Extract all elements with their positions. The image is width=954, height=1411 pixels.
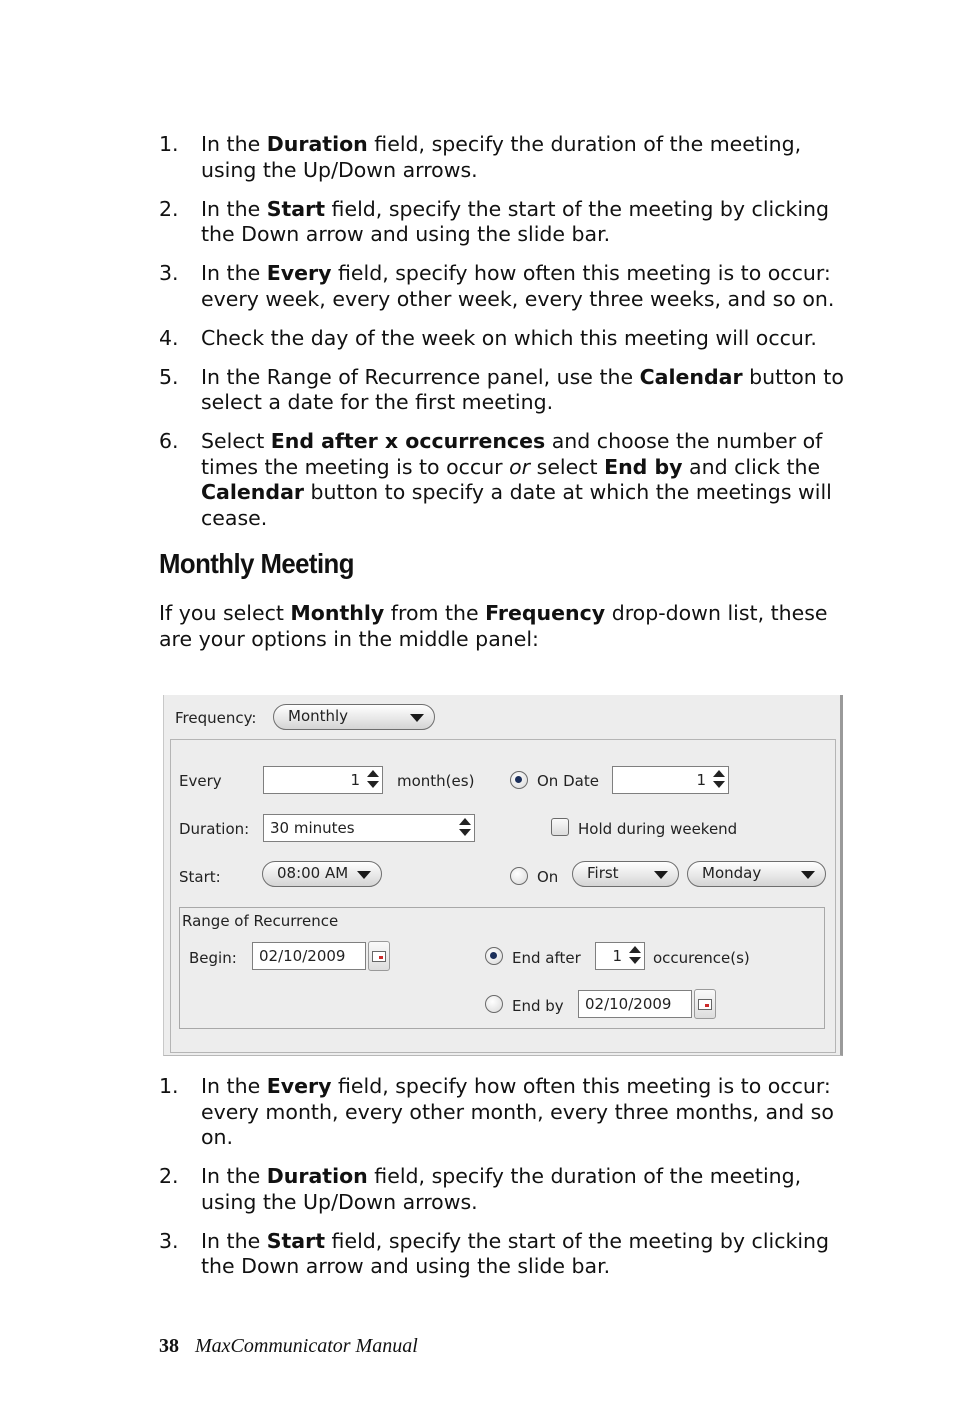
on-date-radio[interactable] (510, 771, 528, 789)
duration-value: 30 minutes (270, 819, 355, 837)
end-by-calendar-icon[interactable] (694, 989, 716, 1019)
instructions-list-monthly (159, 1074, 849, 1293)
bold-term: Duration (266, 1164, 368, 1188)
every-spinner-icon[interactable] (366, 770, 380, 790)
ordinal-dropdown[interactable] (572, 861, 679, 887)
text-run: field, specify how often this meeting is to occur: every month, every other month, every three months, and so on. (201, 1074, 834, 1149)
bold-term: Calendar (639, 364, 743, 389)
end-after-label: End after (512, 949, 581, 967)
start-label: Start: (179, 868, 221, 886)
on-date-input[interactable] (612, 766, 729, 794)
text-run: In the Range of Recurrence panel, use the (201, 364, 640, 389)
text-run: If you select (159, 601, 291, 625)
list-number: 1. (159, 132, 179, 156)
end-by-label: End by (512, 997, 564, 1015)
hold-weekend-label: Hold during weekend (578, 820, 738, 838)
list-item (159, 132, 849, 183)
end-after-spinner-icon[interactable] (628, 946, 642, 966)
text-run: In the (201, 1074, 267, 1098)
text-run: In the (201, 132, 267, 156)
begin-date-input[interactable] (252, 942, 366, 970)
every-input[interactable] (263, 766, 383, 794)
bold-term: Monthly (290, 601, 385, 625)
every-label: Every (179, 772, 222, 790)
list-item (159, 365, 849, 416)
manual-title: MaxCommunicator Manual (195, 1335, 418, 1357)
bold-term: Every (266, 1074, 332, 1098)
list-item (159, 261, 849, 312)
bold-term: Frequency (485, 601, 606, 625)
bold-term: Start (266, 196, 326, 221)
list-item (159, 429, 849, 531)
bold-term: Duration (266, 132, 368, 156)
list-number: 2. (159, 196, 179, 221)
list-item (159, 197, 849, 248)
text-run: field, specify how often this meeting is to occur: every week, every other week, every three weeks, and so on. (201, 261, 835, 311)
frequency-value: Monthly (288, 707, 349, 725)
text-run: and choose the number of times the meeting is to occur (201, 429, 823, 479)
text-run: button to specify a date at which the meetings will cease. (201, 480, 832, 530)
begin-calendar-icon[interactable] (368, 941, 390, 971)
text-run: select (530, 454, 605, 479)
instructions-list-weekly (159, 132, 849, 545)
text-run: Select (201, 429, 271, 453)
text-run: Check the day of the week on which this meeting will occur. (201, 325, 817, 350)
intro-paragraph (159, 601, 849, 652)
on-date-spinner-icon[interactable] (712, 770, 726, 790)
duration-spinner-icon[interactable] (458, 818, 472, 838)
duration-input[interactable] (263, 814, 475, 842)
list-number: 5. (159, 364, 179, 389)
on-date-label: On Date (537, 772, 599, 790)
page-number: 38 (159, 1335, 179, 1357)
bold-term: End after x occurrences (270, 429, 546, 453)
end-by-date-value: 02/10/2009 (585, 995, 672, 1013)
end-after-radio[interactable] (485, 947, 503, 965)
section-heading: Monthly Meeting (159, 548, 354, 579)
monthly-options-panel (163, 695, 843, 1056)
end-after-value: 1 (612, 947, 622, 965)
list-number: 3. (159, 1228, 179, 1253)
text-run: In the (201, 196, 267, 221)
occurrences-label: occurence(s) (653, 949, 750, 967)
begin-label: Begin: (189, 949, 237, 967)
bold-term: End by (604, 454, 683, 479)
range-title: Range of Recurrence (182, 912, 339, 930)
text-run: In the (201, 261, 267, 285)
on-date-value: 1 (696, 771, 706, 789)
text-run: button to select a date for the first meeting. (201, 364, 844, 414)
bold-term: Start (266, 1228, 326, 1253)
list-number: 3. (159, 261, 179, 285)
weekday-dropdown[interactable] (687, 861, 826, 887)
duration-label: Duration: (179, 820, 250, 838)
end-by-date-input[interactable] (578, 990, 692, 1018)
bold-term: Calendar (201, 480, 305, 504)
every-unit-label: month(es) (397, 772, 475, 790)
frequency-label: Frequency: (175, 709, 257, 727)
text-run: field, specify the start of the meeting by clicking the Down arrow and using the slide bar. (201, 196, 830, 246)
list-item (159, 1229, 849, 1280)
start-time-dropdown[interactable] (262, 861, 382, 887)
chevron-down-icon (410, 714, 424, 722)
bold-term: Every (266, 261, 332, 285)
on-weekday-radio[interactable] (510, 867, 528, 885)
list-number: 2. (159, 1164, 179, 1188)
text-run: In the (201, 1228, 267, 1253)
ordinal-value: First (587, 864, 619, 882)
every-value: 1 (350, 771, 360, 789)
list-item (159, 326, 849, 352)
chevron-down-icon (801, 871, 815, 879)
end-by-radio[interactable] (485, 995, 503, 1013)
italic-term: or (509, 454, 531, 479)
weekday-value: Monday (702, 864, 762, 882)
text-run: from the (384, 601, 486, 625)
text-run: field, specify the duration of the meeting, using the Up/Down arrows. (201, 132, 802, 182)
list-item (159, 1164, 849, 1215)
list-number: 1. (159, 1074, 179, 1098)
list-number: 6. (159, 429, 179, 453)
hold-weekend-checkbox[interactable] (551, 818, 569, 836)
text-run: drop-down list, these are your options in the middle panel: (159, 601, 828, 651)
on-label: On (537, 868, 559, 886)
begin-date-value: 02/10/2009 (259, 947, 346, 965)
chevron-down-icon (654, 871, 668, 879)
start-time-value: 08:00 AM (277, 864, 349, 882)
text-run: field, specify the start of the meeting by clicking the Down arrow and using the slide bar. (201, 1228, 830, 1278)
text-run: In the (201, 1164, 267, 1188)
list-item (159, 1074, 849, 1151)
end-after-input[interactable] (595, 942, 645, 970)
range-of-recurrence-box (179, 907, 825, 1029)
chevron-down-icon (357, 871, 371, 879)
list-number: 4. (159, 325, 179, 350)
page-footer (159, 1335, 418, 1358)
text-run: and click the (682, 454, 821, 479)
text-run: field, specify the duration of the meeting, using the Up/Down arrows. (201, 1164, 802, 1214)
frequency-dropdown[interactable] (273, 704, 435, 730)
